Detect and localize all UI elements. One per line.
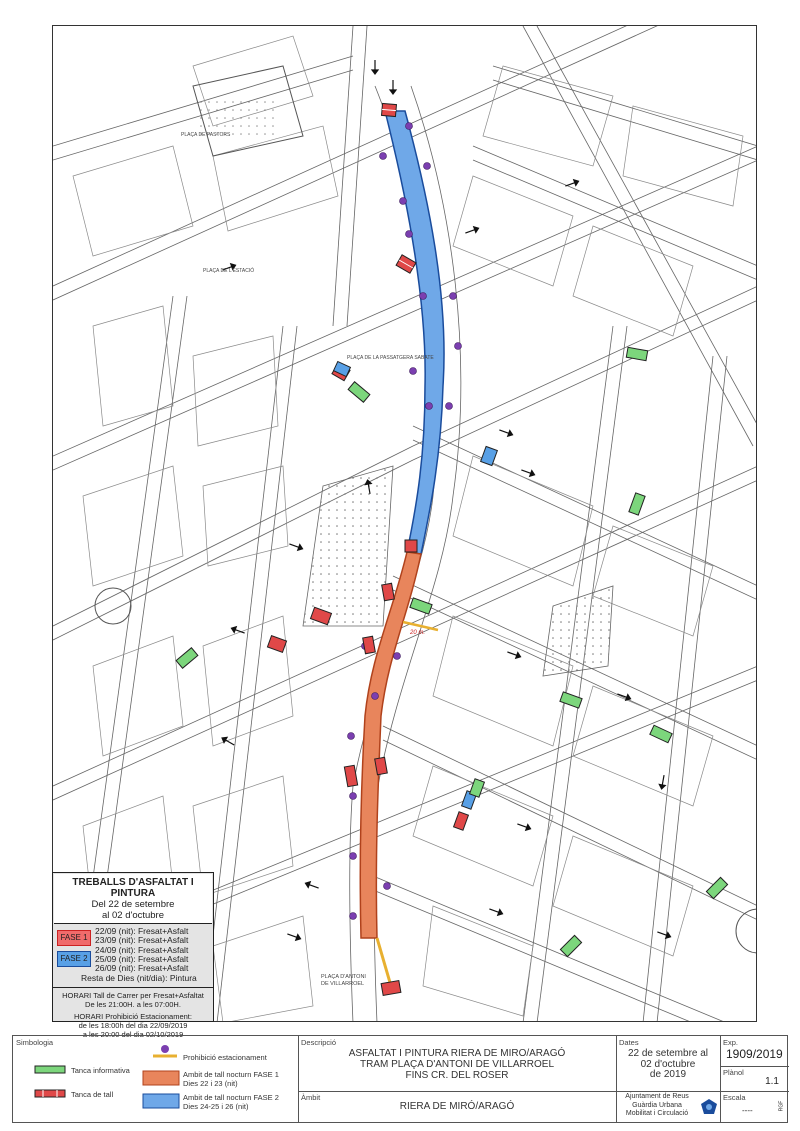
- title-block: [12, 1035, 788, 1123]
- cut-barrier: [382, 583, 395, 600]
- descripcio-line: ASFALTAT I PINTURA RIERA DE MIRO/ARAGÓ: [348, 1048, 566, 1059]
- organization-section: [616, 1091, 720, 1122]
- legend-schedule: [81, 926, 197, 983]
- fase1-label: Ambit de tall nocturn FASE 1: [183, 1070, 279, 1079]
- parking-marker: [384, 883, 391, 890]
- parking-marker: [350, 913, 357, 920]
- works-legend: [52, 872, 214, 1039]
- hours-park-to: a les 20:00 del dia 02/10/2019: [82, 1030, 184, 1039]
- parking-marker: [406, 231, 413, 238]
- parking-marker: [350, 793, 357, 800]
- descripcio-line: FINS CR. DEL ROSER: [405, 1070, 509, 1081]
- planol-value: 1.1: [765, 1076, 779, 1087]
- cut-barrier: [363, 636, 376, 653]
- legend-title-text: TREBALLS D'ASFALTAT I PINTURA: [72, 877, 194, 899]
- cut-barrier: [405, 540, 417, 552]
- exp-label: Exp.: [723, 1038, 739, 1047]
- legend-phases: [53, 925, 213, 988]
- planol-section: [720, 1066, 789, 1091]
- info-barrier-symbol: [35, 1066, 65, 1073]
- parking-marker: [348, 733, 355, 740]
- dates-line: de 2019: [649, 1069, 687, 1080]
- descripcio-label: Descripció: [301, 1038, 337, 1047]
- prohibition-symbol: [153, 1045, 177, 1056]
- dates-label: Dates: [619, 1038, 639, 1047]
- parking-marker: [455, 343, 462, 350]
- tanca-informativa-label: Tanca informativa: [71, 1066, 130, 1075]
- parking-marker: [394, 653, 401, 660]
- tanca-de-tall-label: Tanca de tall: [71, 1090, 114, 1099]
- dates-line: 22 de setembre al: [627, 1048, 709, 1059]
- prohibicio-label: Prohibició estacionament: [183, 1053, 267, 1062]
- legend-title: [54, 874, 212, 924]
- hours-cut-title: HORARI Tall de Carrer per Fresat+Asfaltat: [62, 991, 204, 1000]
- place-label: PLAÇA D'ANTONI: [321, 974, 366, 980]
- fase2-days: Dies 24-25 i 26 (nit): [183, 1102, 249, 1111]
- org-line: Ajuntament de Reus: [625, 1093, 689, 1100]
- parking-marker: [420, 293, 427, 300]
- fase1-symbol: [143, 1071, 179, 1085]
- fase1-days: Dies 22 i 23 (nit): [183, 1079, 238, 1088]
- schedule-line: 26/09 (nit): Fresat+Asfalt: [95, 963, 189, 974]
- simbologia-section: [13, 1036, 298, 1122]
- exp-section: [720, 1036, 789, 1066]
- planol-label: Plànol: [723, 1068, 744, 1077]
- place-label: PLAÇA DE L'ESTACIÓ: [203, 268, 255, 274]
- escala-label: Escala: [723, 1093, 746, 1102]
- descripcio-section: [298, 1036, 616, 1091]
- org-line: Mobilitat i Circulació: [625, 1110, 689, 1117]
- parking-marker: [400, 198, 407, 205]
- escala-section: [720, 1091, 789, 1122]
- descripcio-line: TRAM PLAÇA D'ANTONI DE VILLARROEL: [360, 1059, 554, 1070]
- hours-park-from: de les 18:00h del dia 22/09/2019: [78, 1021, 188, 1030]
- parking-marker: [350, 853, 357, 860]
- dates-section: [616, 1036, 720, 1091]
- schedule-line: 22/09 (nit): Fresat+Asfalt: [95, 926, 189, 936]
- cut-barrier-symbol: [35, 1090, 65, 1097]
- org-line: Guàrdia Urbana: [632, 1101, 682, 1109]
- police-shield-icon: [700, 1098, 718, 1116]
- place-label: DE VILLARROEL: [321, 981, 365, 987]
- parking-marker: [424, 163, 431, 170]
- fase2-badge: FASE 2: [57, 951, 91, 967]
- parking-marker: [410, 368, 417, 375]
- ambit-value: RIERA DE MIRÓ/ARAGÓ: [399, 1101, 515, 1112]
- place-label: PLAÇA DE LA PASSATGERA SABATE: [347, 355, 434, 361]
- cut-barrier: [381, 981, 401, 996]
- schedule-line: 25/09 (nit): Fresat+Asfalt: [95, 953, 189, 964]
- fase2-label: Ambit de tall nocturn FASE 2: [183, 1093, 279, 1102]
- schedule-line: 23/09 (nit): Fresat+Asfalt: [95, 935, 189, 946]
- distance-label: 20 m.: [410, 630, 426, 636]
- ambit-section: [298, 1091, 616, 1122]
- dates-line: 02 d'octubre: [640, 1058, 696, 1070]
- schedule-line: 24/09 (nit): Fresat+Asfalt: [95, 944, 189, 955]
- fase1-badge: FASE 1: [57, 930, 91, 946]
- parking-marker: [450, 293, 457, 300]
- corner-code: RGF: [778, 1100, 785, 1112]
- place-label: PLAÇA DE PASTORS: [181, 132, 231, 138]
- exp-value: 1909/2019: [726, 1047, 783, 1061]
- fase2-symbol: [143, 1094, 179, 1108]
- hours-cut-value: De les 21:00H. a les 07:00H.: [85, 1000, 181, 1009]
- legend-period-start: Del 22 de setembre: [91, 899, 175, 910]
- simbologia-label: Simbologia: [16, 1038, 54, 1047]
- hours-park-title: HORARI Prohibició Estacionament:: [74, 1012, 192, 1021]
- cut-barrier: [382, 103, 397, 116]
- parking-marker: [446, 403, 453, 410]
- parking-marker: [372, 693, 379, 700]
- parking-marker: [380, 153, 387, 160]
- parking-marker: [426, 403, 433, 410]
- ambit-label: Àmbit: [301, 1093, 321, 1102]
- parking-marker: [406, 123, 413, 130]
- cut-barrier: [375, 757, 388, 774]
- legend-period-end: al 02 d'octubre: [101, 910, 165, 921]
- schedule-rest-days: Resta de Dies (nit/dia): Pintura: [81, 973, 197, 983]
- escala-value: ----: [742, 1106, 753, 1115]
